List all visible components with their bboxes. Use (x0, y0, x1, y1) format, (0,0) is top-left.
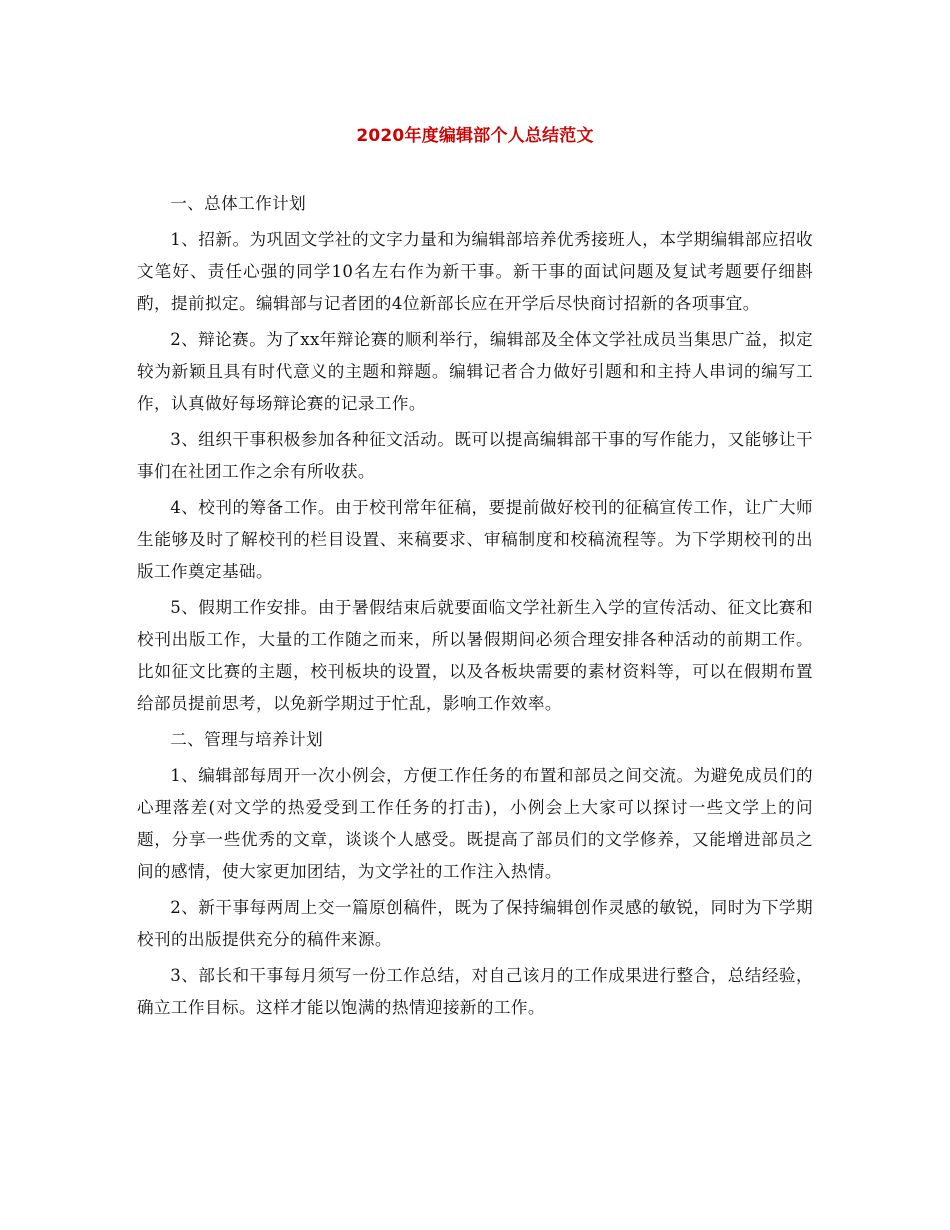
document-body (137, 188, 813, 1028)
paragraph-recruitment: 1、招新。为巩固文学社的文字力量和为编辑部培养优秀接班人，本学期编辑部应招收文笔好、责任心强的同学10名左右作为新干事。新干事的面试问题及复试考题要仔细斟酌，提前拟定。编辑部与记者团的4位新部长应在开学后尽快商讨招新的各项事宜。 (137, 230, 813, 313)
paragraph-original-manuscripts: 2、新干事每两周上交一篇原创稿件，既为了保持编辑创作灵感的敏锐，同时为下学期校刊的出版提供充分的稿件来源。 (137, 898, 813, 949)
document-title: 2020年度编辑部个人总结范文 (356, 126, 594, 146)
paragraph-holiday-work: 5、假期工作安排。由于暑假结束后就要面临文学社新生入学的宣传活动、征文比赛和校刊出版工作，大量的工作随之而来，所以暑假期间必须合理安排各种活动的前期工作。比如征文比赛的主题，校刊板块的设置，以及各板块需要的素材资料等，可以在假期布置给部员提前思考，以免新学期过于忙乱，影响工作效率。 (137, 598, 813, 713)
paragraph-weekly-meeting: 1、编辑部每周开一次小例会，方便工作任务的布置和部员之间交流。为避免成员们的心理落差(对文学的热爱受到工作任务的打击)，小例会上大家可以探讨一些文学上的问题，分享一些优秀的文章，谈谈个人感受。既提高了部员们的文学修养，又能增进部员之间的感情，使大家更加团结，为文学社的工作注入热情。 (137, 766, 813, 881)
paragraph-monthly-summary: 3、部长和干事每月须写一份工作总结，对自己该月的工作成果进行整合，总结经验，确立工作目标。这样才能以饱满的热情迎接新的工作。 (137, 966, 813, 1017)
section-heading-management: 二、管理与培养计划 (170, 730, 324, 749)
paragraph-essay-activities: 3、组织干事积极参加各种征文活动。既可以提高编辑部干事的写作能力，又能够让干事们在社团工作之余有所收获。 (137, 430, 813, 481)
section-heading-overall-plan: 一、总体工作计划 (170, 194, 307, 213)
paragraph-debate: 2、辩论赛。为了xx年辩论赛的顺利举行，编辑部及全体文学社成员当集思广益，拟定较为新颖且具有时代意义的主题和辩题。编辑记者合力做好引题和和主持人串词的编写工作，认真做好每场辩论赛的记录工作。 (137, 330, 813, 413)
paragraph-school-journal: 4、校刊的筹备工作。由于校刊常年征稿，要提前做好校刊的征稿宣传工作，让广大师生能够及时了解校刊的栏目设置、来稿要求、审稿制度和校稿流程等。为下学期校刊的出版工作奠定基础。 (137, 498, 813, 581)
